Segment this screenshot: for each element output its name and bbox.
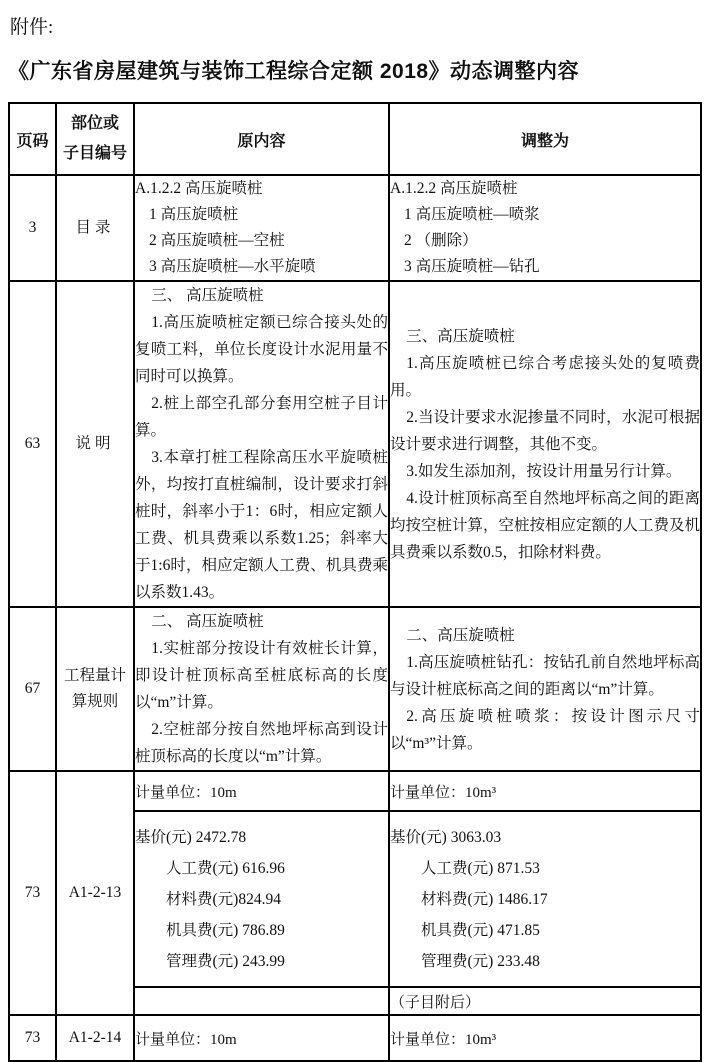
table-header-row: [9, 103, 701, 175]
table-row-calc-rules: [9, 607, 701, 771]
text-line: 管理费(元) 233.48: [421, 952, 540, 970]
text-line: 基价(元) 3063.03: [390, 828, 502, 846]
col-header-part-line2: 子目编号: [62, 145, 127, 162]
cell-original-content: [134, 281, 389, 607]
table-row-catalog: [9, 175, 701, 281]
cell-original-content: [134, 175, 389, 281]
cell-part: 说明: [56, 281, 134, 607]
text-line: 算规则: [71, 693, 119, 710]
cell-adjusted-content: [389, 175, 701, 281]
text-line: 1.高压旋喷桩钻孔：按钻孔前自然地坪标高与设计桩底标高之间的距离以“m”计算。: [390, 653, 700, 698]
text-line: A.1.2.2 高压旋喷桩: [135, 180, 263, 197]
attachment-label: 附件:: [10, 17, 54, 38]
text-line: 2.当设计要求水泥掺量不同时，水泥可根据设计要求进行调整，其他不变。: [390, 408, 700, 453]
text-line: 二、高压旋喷桩: [406, 626, 515, 644]
text-line: 1.实桩部分按设计有效桩长计算，即设计桩顶标高至桩底标高的长度以“m”计算。: [135, 640, 388, 711]
cell-adjusted-note: （子目附后）: [389, 987, 701, 1015]
cell-page-number: 3: [9, 175, 56, 281]
table-row-notes: [9, 281, 701, 607]
text-line: 机具费(元) 471.85: [421, 921, 540, 939]
text-line: 1.高压旋喷桩定额已综合接头处的复喷工料，单位长度设计水泥用量不同时可以换算。: [135, 314, 388, 385]
text-line: 3.本章打桩工程除高压水平旋喷桩外，均按打直桩编制，设计要求打斜桩时，斜率小于1：6时，相应定额人工费、机具费乘以系数1.25；斜率大于1:6时，相应定额人工费、机具费乘以系数1.43。: [135, 449, 388, 601]
cell-original-unit: 计量单位：10m: [134, 771, 389, 811]
text-line: 2 （删除）: [403, 232, 478, 249]
text-line: 3.如发生添加剂，按设计用量另行计算。: [406, 462, 682, 480]
cell-part: A1-2-14: [56, 1015, 134, 1061]
text-line: A.1.2.2 高压旋喷桩: [390, 180, 518, 197]
cell-original-content: [134, 607, 389, 771]
text-line: 2.桩上部空孔部分套用空桩子目计算。: [135, 395, 388, 439]
text-line: 2 高压旋喷桩—空桩: [148, 232, 285, 249]
text-line: 2.高压旋喷桩喷浆：按设计图示尺寸以“m³”计算。: [390, 707, 700, 752]
cell-part: 目录: [56, 175, 134, 281]
text-line: 二、 高压旋喷桩: [151, 613, 264, 630]
page-title: 《广东省房屋建筑与装饰工程综合定额 2018》动态调整内容: [8, 60, 580, 83]
cell-adjusted-prices: [389, 811, 701, 987]
cell-adjusted-unit: 计量单位：10m³: [389, 771, 701, 811]
cell-original-unit: 计量单位：10m: [134, 1015, 389, 1061]
cell-page-number: 73: [9, 771, 56, 1015]
cell-adjusted-content: [389, 607, 701, 771]
text-line: 人工费(元) 616.96: [166, 859, 285, 877]
cell-adjusted-content: [389, 281, 701, 607]
text-line: 材料费(元)824.94: [166, 890, 281, 908]
text-line: 1.高压旋喷桩已综合考虑接头处的复喷费用。: [390, 354, 700, 399]
cell-original-prices: [134, 811, 389, 987]
cell-page-number: 73: [9, 1015, 56, 1061]
cell-page-number: 67: [9, 607, 56, 771]
table-row-a1-2-14: [9, 1015, 701, 1061]
text-line: 3 高压旋喷桩—水平旋喷: [148, 258, 316, 275]
text-line: 1 高压旋喷桩: [148, 206, 239, 223]
cell-adjusted-unit: 计量单位：10m³: [389, 1015, 701, 1061]
cell-page-number: 63: [9, 281, 56, 607]
text-line: 1 高压旋喷桩—喷浆: [403, 206, 540, 223]
col-header-adjusted: 调整为: [389, 103, 701, 175]
text-line: 三、高压旋喷桩: [406, 327, 515, 345]
adjustment-table: [8, 102, 702, 1062]
cell-part: [56, 607, 134, 771]
document-page: [0, 12, 708, 1062]
col-header-part: [56, 103, 134, 175]
text-line: 3 高压旋喷桩—钻孔: [403, 258, 540, 275]
text-line: 2.空桩部分按自然地坪标高到设计桩顶标高的长度以“m”计算。: [135, 721, 388, 765]
col-header-original: 原内容: [134, 103, 389, 175]
cell-part: A1-2-13: [56, 771, 134, 1015]
col-header-part-line1: 部位或: [70, 115, 119, 132]
text-line: 三、 高压旋喷桩: [151, 287, 264, 304]
text-line: 人工费(元) 871.53: [421, 859, 540, 877]
text-line: 材料费(元) 1486.17: [421, 890, 548, 908]
text-line: 4.设计桩顶标高至自然地坪标高之间的距离均按空桩计算，空桩按相应定额的人工费及机具费乘以系数0.5，扣除材料费。: [390, 489, 701, 561]
table-row-a1-2-13-unit: [9, 771, 701, 811]
text-line: 管理费(元) 243.99: [166, 952, 285, 970]
text-line: 工程量计: [63, 667, 126, 684]
text-line: 机具费(元) 786.89: [166, 921, 285, 939]
col-header-page: 页码: [9, 103, 56, 175]
cell-original-note: [134, 987, 389, 1015]
text-line: 基价(元) 2472.78: [135, 828, 247, 846]
